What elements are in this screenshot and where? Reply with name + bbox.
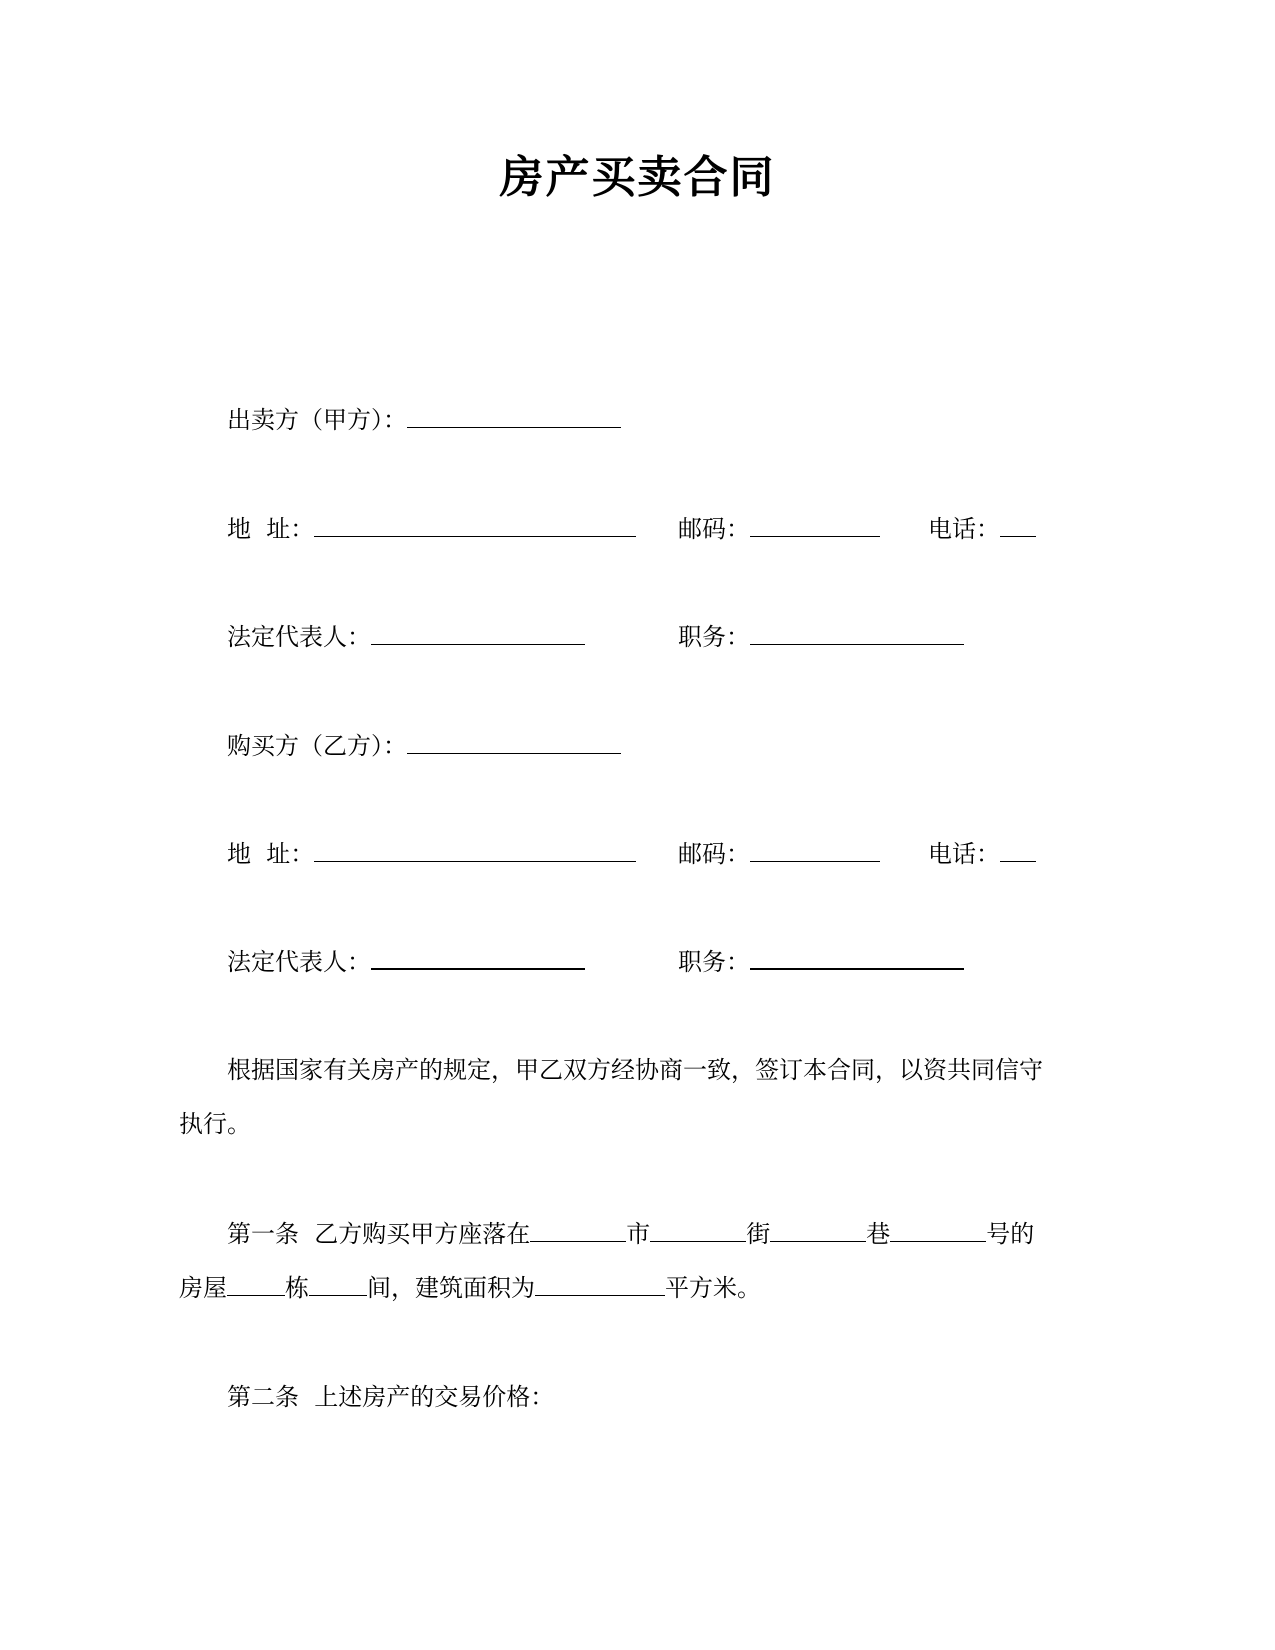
city-label: 市	[626, 1220, 651, 1248]
buyer-postcode-blank[interactable]	[750, 839, 880, 862]
seller-postcode-blank[interactable]	[750, 514, 880, 537]
lane-blank[interactable]	[770, 1219, 866, 1242]
buyer-phone-label: 电话：	[928, 840, 1000, 868]
city-blank[interactable]	[530, 1219, 626, 1242]
buyer-position-blank[interactable]	[750, 946, 964, 970]
seller-address-blank[interactable]	[314, 514, 636, 537]
buyer-address-label: 地 址：	[227, 840, 315, 868]
buyer-phone-blank[interactable]	[1000, 839, 1036, 862]
street-label: 街	[746, 1220, 771, 1248]
house-label: 房屋	[179, 1274, 227, 1302]
buyer-postcode-row	[678, 838, 880, 870]
house-number-blank[interactable]	[890, 1219, 986, 1242]
seller-phone-blank[interactable]	[1000, 514, 1036, 537]
area-blank[interactable]	[535, 1273, 665, 1296]
room-area-label: 间，建筑面积为	[367, 1274, 535, 1302]
seller-position-row	[678, 621, 964, 653]
seller-legal-rep-row	[227, 621, 585, 653]
building-label: 栋	[285, 1274, 309, 1302]
buyer-position-label: 职务：	[678, 948, 750, 976]
article-1-prefix: 第一条 乙方购买甲方座落在	[227, 1220, 531, 1248]
building-blank[interactable]	[227, 1273, 285, 1296]
seller-position-blank[interactable]	[750, 622, 964, 645]
preamble-line-1: 根据国家有关房产的规定，甲乙双方经协商一致，签订本合同，以资共同信守	[227, 1056, 1043, 1084]
buyer-postcode-label: 邮码：	[678, 840, 750, 868]
article-1-line-1	[227, 1218, 1034, 1250]
buyer-address-row	[227, 838, 636, 870]
seller-postcode-row	[678, 513, 880, 545]
article-1-line-2	[179, 1272, 761, 1304]
seller-phone-label: 电话：	[928, 515, 1000, 543]
buyer-position-row	[678, 946, 964, 978]
street-blank[interactable]	[650, 1219, 746, 1242]
buyer-legal-rep-blank[interactable]	[371, 946, 585, 970]
room-blank[interactable]	[309, 1273, 367, 1296]
buyer-address-blank[interactable]	[314, 839, 636, 862]
lane-label: 巷	[866, 1220, 891, 1248]
article-2-heading: 第二条 上述房产的交易价格：	[227, 1383, 555, 1411]
seller-label: 出卖方（甲方）：	[227, 406, 407, 434]
seller-name-blank[interactable]	[407, 405, 621, 428]
seller-legal-rep-label: 法定代表人：	[227, 623, 371, 651]
preamble-line-2: 执行。	[179, 1110, 251, 1138]
seller-phone-row	[928, 513, 1036, 545]
buyer-phone-row	[928, 838, 1036, 870]
unit-label: 平方米。	[665, 1274, 761, 1302]
buyer-name-row	[227, 730, 621, 762]
seller-name-row	[227, 404, 621, 436]
buyer-legal-rep-label: 法定代表人：	[227, 948, 371, 976]
buyer-name-blank[interactable]	[407, 731, 621, 754]
seller-legal-rep-blank[interactable]	[371, 622, 585, 645]
buyer-label: 购买方（乙方）：	[227, 732, 407, 760]
number-label: 号的	[986, 1220, 1035, 1248]
seller-address-label: 地 址：	[227, 515, 315, 543]
document-title: 房产买卖合同	[499, 152, 776, 203]
seller-postcode-label: 邮码：	[678, 515, 750, 543]
seller-address-row	[227, 513, 636, 545]
buyer-legal-rep-row	[227, 946, 585, 978]
seller-position-label: 职务：	[678, 623, 750, 651]
